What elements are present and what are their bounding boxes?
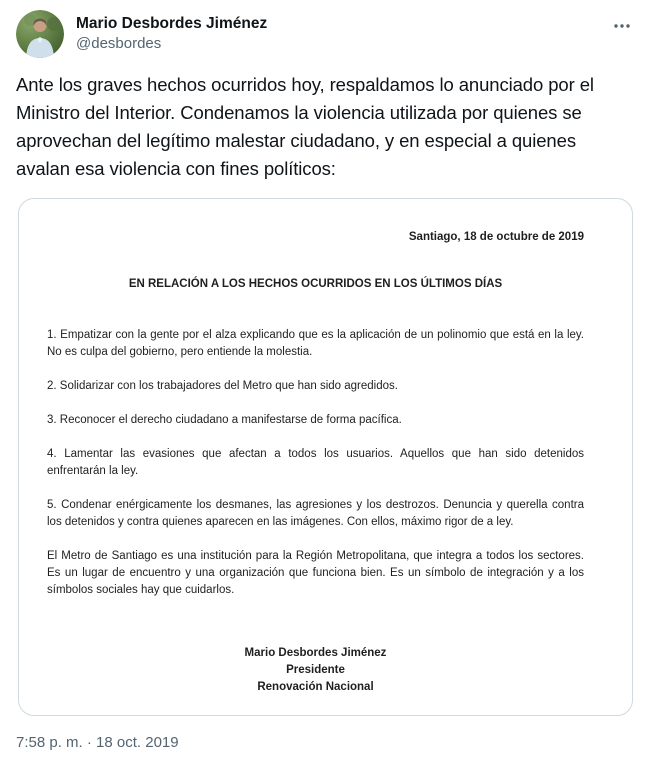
- tweet-text: Ante los graves hechos ocurridos hoy, respaldamos lo anunciado por el Ministro del Interior. Condenamos la violencia utilizada por quienes se aprovechan del legítimo malestar ciudadano, y en especial a quienes avalan esa violencia con fines políticos:: [16, 74, 594, 179]
- document-date: Santiago, 18 de octubre de 2019: [408, 231, 584, 243]
- author-identity: [76, 10, 610, 54]
- signature-title: Presidente: [286, 664, 345, 676]
- tweet-header: [16, 10, 634, 58]
- document-letter: [47, 229, 584, 696]
- avatar[interactable]: [16, 10, 64, 58]
- document-item-2: 2. Solidarizar con los trabajadores del Metro que han sido agredidos.: [47, 380, 398, 392]
- document-item-3: 3. Reconocer el derecho ciudadano a manifestarse de forma pacífica.: [47, 414, 402, 426]
- author-name[interactable]: Mario Desbordes Jiménez: [76, 15, 268, 32]
- embedded-document-image[interactable]: [18, 198, 633, 716]
- signature-name: Mario Desbordes Jiménez: [244, 647, 387, 659]
- more-icon: [612, 16, 632, 36]
- document-item-5: 5. Condenar enérgicamente los desmanes, las agresiones y los destrozos. Denuncia y querella contra los detenidos y contra quienes aparecen en las imágenes. Con ellos, máximo rigor de a ley.: [47, 499, 584, 528]
- author-handle[interactable]: @desbordes: [76, 35, 162, 52]
- avatar-photo: [16, 10, 64, 58]
- signature-party: Renovación Nacional: [257, 681, 374, 693]
- document-item-1: 1. Empatizar con la gente por el alza explicando que es la aplicación de un polinomio que está en la ley. No es culpa del gobierno, pero entiende la molestia.: [47, 329, 584, 358]
- tweet-timestamp: 7:58 p. m. · 18 oct. 2019: [16, 734, 179, 751]
- more-button[interactable]: [610, 12, 634, 45]
- document-item-4: 4. Lamentar las evasiones que afectan a todos los usuarios. Aquellos que han sido detenidos enfrentarán la ley.: [47, 448, 584, 477]
- document-closing-paragraph: El Metro de Santiago es una institución para la Región Metropolitana, que integra a todos los sectores. Es un lugar de encuentro y una organización que funciona bien. Es un símbolo de integración y a los símbolos sociales hay que cuidarlos.: [47, 550, 584, 596]
- document-heading: EN RELACIÓN A LOS HECHOS OCURRIDOS EN LOS ÚLTIMOS DÍAS: [128, 278, 503, 290]
- document-signature: [47, 645, 584, 696]
